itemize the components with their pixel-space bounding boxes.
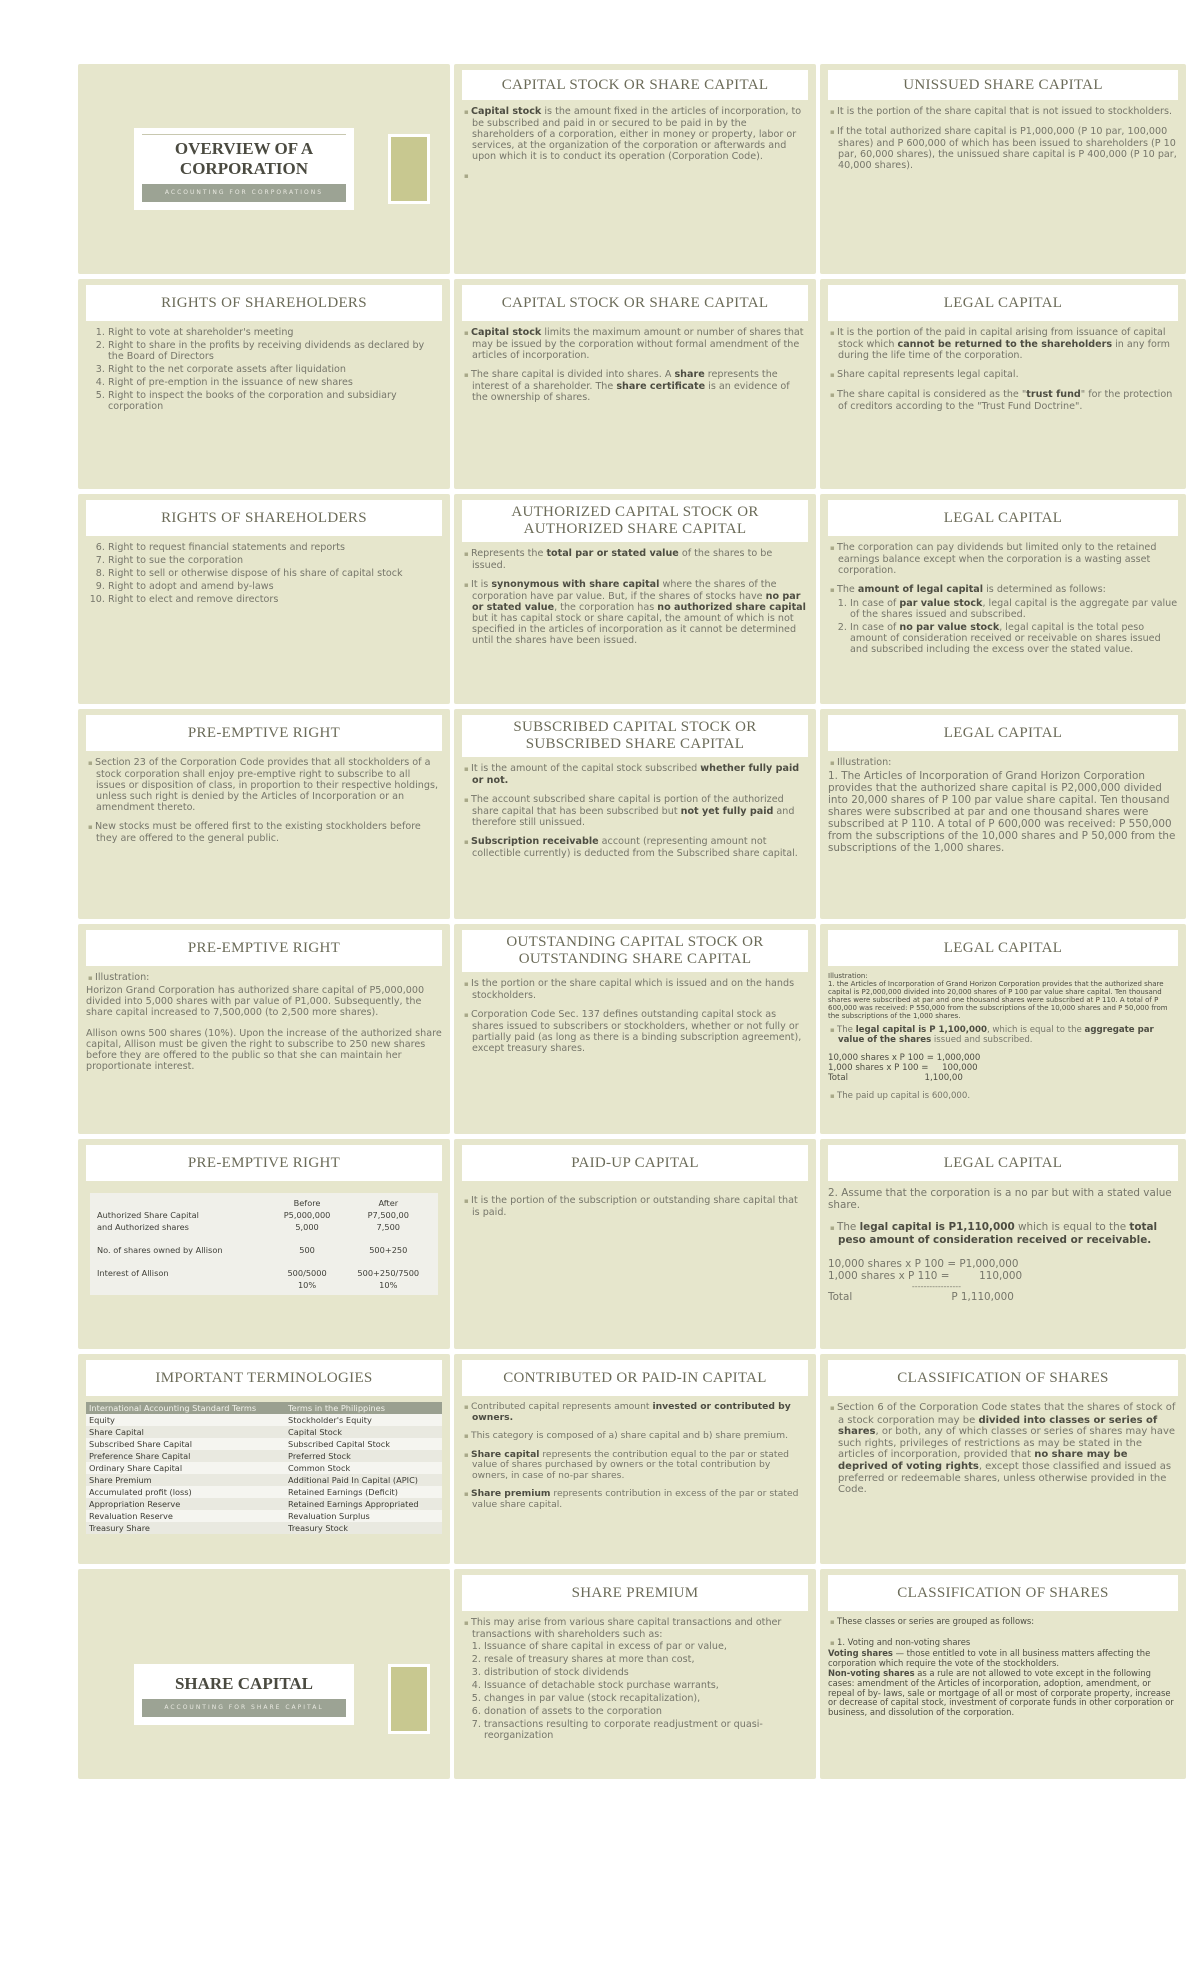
paragraph: ▪ Contributed capital represents amount invested or contributed by owners. [462,1402,808,1423]
table-cell: Subscribed Share Capital [86,1438,285,1450]
paragraph: ▪ The legal capital is P 1,100,000, which is equal to the aggregate par value of the shares issued and subscribed. [828,1025,1178,1045]
table-cell: Stockholder's Equity [285,1414,442,1426]
table-cell: Preference Share Capital [86,1450,285,1462]
table-cell: Before [293,1198,321,1208]
slide-body [462,548,808,646]
table-header-row [86,1402,442,1414]
slide-title: PAID-UP CAPITAL [462,1145,808,1181]
paragraph: ▪ It is the portion of the subscription or outstanding share capital that is paid. [462,1195,808,1218]
slide-rights-of-shareholders-2[interactable] [78,494,450,704]
slide-title: PRE-EMPTIVE RIGHT [86,715,442,751]
slide-classification-of-shares-2[interactable] [820,1569,1186,1779]
slide-body [462,1402,808,1510]
table-cell: Treasury Share [86,1522,285,1534]
table-cell: Appropriation Reserve [86,1498,285,1510]
cover-title-box [134,1664,354,1725]
table-cell: Preferred Stock [285,1450,442,1462]
slide-rights-of-shareholders-1[interactable] [78,279,450,489]
slide-title: IMPORTANT TERMINOLOGIES [86,1360,442,1396]
table-cell [94,1197,272,1209]
paragraph: ▪ Share capital represents the contribution equal to the par or stated value of shares purchased by owners or the total contribution by owners, in case of no-par shares. [462,1450,808,1482]
table-cell: 5,000 [295,1222,319,1232]
list-item: 10. Right to elect and remove directors [108,594,442,605]
slide-title: LEGAL CAPITAL [828,500,1178,536]
table-row [86,1486,442,1498]
slide-title: SHARE PREMIUM [462,1575,808,1611]
slide-capital-stock-2[interactable] [454,279,816,489]
slide-title: AUTHORIZED CAPITAL STOCK OR AUTHORIZED SHARE CAPITAL [462,500,808,542]
paragraph: ▪ The share capital is considered as the "trust fund" for the protection of creditors according to the "Trust Fund Doctrine". [828,389,1178,412]
table-row [86,1426,442,1438]
paragraph: ▪ New stocks must be offered first to the existing stockholders before they are offered to the general public. [86,821,442,844]
paragraph: Non-voting shares as a rule are not allowed to vote except in the following cases: amendment of the Articles of incorporation, adoption, amendment, or repeal of by- laws, sale or mortgage of all or most of corporate property, increase or decrease of capital stock, investment of corporate funds in other corporation or business, and dissolution of the corporation. [828,1668,1174,1717]
legal-capital-list [828,598,1178,655]
paragraph: Voting shares — those entitled to vote in all business matters affecting the corporation which require the vote of the stockholders. [828,1648,1151,1668]
paragraph: 2. Assume that the corporation is a no par but with a stated value share. [828,1187,1172,1211]
paragraph: ▪ Share premium represents contribution in excess of the par or stated value share capital. [462,1489,808,1510]
slide-outstanding-capital[interactable] [454,924,816,1134]
paragraph: ▪ Illustration: [86,972,442,984]
slide-subscribed-capital[interactable] [454,709,816,919]
paragraph: ▪ Capital stock limits the maximum amount or number of shares that may be issued by the corporation without formal amendment of the articles of incorporation. [462,327,808,361]
calc-row: 1,000 shares x P 100 = 100,000 [828,1063,978,1073]
table-cell: Ordinary Share Capital [86,1462,285,1474]
table-cell [94,1279,272,1291]
slide-paid-up-capital[interactable] [454,1139,816,1349]
table-row [94,1279,434,1291]
table-row [94,1209,434,1221]
table-cell: Additional Paid In Capital (APIC) [285,1474,442,1486]
list-item: 6. donation of assets to the corporation [484,1706,808,1717]
table-row [94,1221,434,1233]
paragraph: ▪ Subscription receivable account (representing amount not collectible currently) is deducted from the Subscribed share capital. [462,836,808,859]
list-item: 7. transactions resulting to corporate readjustment or quasi-reorganization [484,1719,808,1741]
slide-legal-capital-2[interactable] [820,494,1186,704]
table-cell: 500/5000 [287,1268,327,1278]
list-item: 6. Right to request financial statements and reports [108,542,442,553]
paragraph: ▪ The share capital is divided into shares. A share represents the interest of a shareholder. The share certificate is an evidence of the ownership of shares. [462,369,808,403]
slide-body [828,1402,1178,1496]
slide-body [828,106,1178,171]
slide-body [828,757,1178,854]
slide-body [828,1187,1178,1303]
slide-legal-capital-1[interactable] [820,279,1186,489]
table-cell: Share Capital [86,1426,285,1438]
table-cell: After [378,1198,399,1208]
cover-title: SHARE CAPITAL [174,1673,314,1693]
table-row [86,1462,442,1474]
list-item: 7. Right to sue the corporation [108,555,442,566]
calc-row: 10,000 shares x P 100 = 1,000,000 [828,1053,981,1063]
cover-subtitle: ACCOUNTING FOR SHARE CAPITAL [142,1699,346,1717]
slide-share-premium[interactable] [454,1569,816,1779]
slide-body [86,542,442,605]
list-item: 2. Right to share in the profits by receiving dividends as declared by the Board of Directors [108,340,442,362]
list-item: 1. Issuance of share capital in excess of par or value, [484,1641,808,1652]
slide-body [828,327,1178,412]
share-premium-list [462,1641,808,1741]
slide-title: PRE-EMPTIVE RIGHT [86,930,442,966]
list-item: 3. distribution of stock dividends [484,1667,808,1678]
table-cell: Authorized Share Capital [97,1210,199,1220]
list-item: 3. Right to the net corporate assets after liquidation [108,364,442,375]
table-cell: 10% [297,1280,317,1290]
table-cell: Revaluation Reserve [86,1510,285,1522]
slide-title: RIGHTS OF SHAREHOLDERS [86,500,442,536]
slide-legal-capital-3[interactable] [820,709,1186,919]
paragraph: ▪ Illustration: [828,757,1178,769]
paragraph: 1. The Articles of Incorporation of Grand Horizon Corporation provides that the authorized share capital is P2,000,000 divided into 20,000 shares of P 100 par value share capital. Ten thousand shares were subscribed at par and one thousand shares were subscribed at P 110. A total of P 600,000 was received: P 550,000 from the subscriptions of the 10,000 shares and P 50,000 from the subscriptions of the 1,000 shares. [828,770,1176,854]
calc-row: 10,000 shares x P 100 = P1,000,000 [828,1258,1019,1270]
cover-subtitle: ACCOUNTING FOR CORPORATIONS [142,184,346,202]
empty-bullet [462,170,808,182]
slide-title: SUBSCRIBED CAPITAL STOCK OR SUBSCRIBED SHARE CAPITAL [462,715,808,757]
table-row [94,1233,434,1256]
paragraph: ▪ The legal capital is P1,110,000 which is equal to the total peso amount of consideration received or receivable. [828,1221,1178,1246]
small-text: Illustration: [828,972,868,980]
table-cell: Revaluation Surplus [285,1510,442,1522]
list-item: 5. changes in par value (stock recapitalization), [484,1693,808,1704]
list-item: 2. In case of no par value stock, legal capital is the total peso amount of consideration received or receivable on shares issued and subscribed including the excess over the stated value. [850,622,1178,655]
paragraph: ▪ Capital stock is the amount fixed in the articles of incorporation, to be subscribed and paid in or secured to be paid in by the shareholders of a corporation, either in money or property, labor or services, at the organization of the corporation or afterwards and upon which it is to conduct its operation (Corporation Code). [462,106,808,162]
slide-important-terminologies[interactable] [78,1354,450,1564]
table-cell: and Authorized shares [97,1222,189,1232]
allison-table [90,1193,438,1295]
calc-total: Total 1,100,00 [828,1073,963,1083]
slide-title: OUTSTANDING CAPITAL STOCK OR OUTSTANDING SHARE CAPITAL [462,930,808,972]
table-cell: Treasury Stock [285,1522,442,1534]
slide-title: LEGAL CAPITAL [828,1145,1178,1181]
cover-decoration [388,1664,430,1734]
list-item: 4. Right of pre-emption in the issuance of new shares [108,377,442,388]
table-row [86,1510,442,1522]
paragraph: ▪ It is the portion of the share capital that is not issued to stockholders. [828,106,1178,118]
slide-body [462,978,808,1054]
slide-title: LEGAL CAPITAL [828,930,1178,966]
paragraph: ▪ Represents the total par or stated value of the shares to be issued. [462,548,808,571]
slide-pre-emptive-right-2[interactable] [78,924,450,1134]
table-row [94,1256,434,1279]
slide-body [86,972,442,1072]
slide-title: PRE-EMPTIVE RIGHT [86,1145,442,1181]
table-cell: P5,000,000 [283,1210,331,1220]
slide-body [462,763,808,859]
small-text: 1. the Articles of Incorporation of Grand Horizon Corporation provides that the authorized share capital is P2,000,000 divided into 20,000 shares of P 100 par value share capital. Ten thousand shares were subscribed at par and one thousand shares were subscribed at P 110. A total of P 600,000 was received: P 550,000 from the subscriptions of the 10,000 shares and P 50,000 from the subscriptions of the 1,000 shares. [828,980,1168,1020]
cover-title: OVERVIEW OF A CORPORATION [142,134,346,179]
calc-divider: ----------------- [828,1282,961,1291]
table-cell: Interest of Allison [97,1268,169,1278]
paragraph: ▪ The corporation can pay dividends but limited only to the retained earnings balance except when the corporation is a wasting asset corporation. [828,542,1178,576]
paragraph: ▪ Is the portion or the share capital which is issued and on the hands stockholders. [462,978,808,1001]
slide-title: CLASSIFICATION OF SHARES [828,1360,1178,1396]
list-item: 2. resale of treasury shares at more than cost, [484,1654,808,1665]
slide-title: CAPITAL STOCK OR SHARE CAPITAL [462,70,808,100]
slide-pre-emptive-right-1[interactable] [78,709,450,919]
list-item: 4. Issuance of detachable stock purchase warrants, [484,1680,808,1691]
table-cell: 10% [379,1280,398,1290]
paragraph: ▪ The amount of legal capital is determined as follows: [828,584,1178,596]
table-cell: Retained Earnings Appropriated [285,1498,442,1510]
list-item: 1. Right to vote at shareholder's meeting [108,327,442,338]
paragraph: Allison owns 500 shares (10%). Upon the increase of the authorized share capital, Allison must be given the right to subscribe to 250 new shares before they are offered to the public so that she can maintain her proportionate interest. [86,1028,442,1072]
slide-title: CLASSIFICATION OF SHARES [828,1575,1178,1611]
slide-body [828,1617,1178,1717]
list-item: 5. Right to inspect the books of the corporation and subsidiary corporation [108,390,442,412]
slide-authorized-capital[interactable] [454,494,816,704]
slide-body [462,106,808,182]
cover-title-box [134,128,354,210]
table-cell: No. of shares owned by Allison [97,1245,223,1255]
allison-table-grid [94,1197,434,1291]
table-cell: Subscribed Capital Stock [285,1438,442,1450]
slide-title: RIGHTS OF SHAREHOLDERS [86,285,442,321]
slide-legal-capital-5[interactable] [820,1139,1186,1349]
paragraph: ▪ Section 23 of the Corporation Code provides that all stockholders of a stock corporation shall enjoy pre-emptive right to subscribe to all issues or disposition of class, in proportion to their respective holdings, unless such right is denied by the Articles of Incorporation or an amendment thereto. [86,757,442,813]
slide-body [462,1195,808,1218]
rights-list [86,327,442,412]
table-cell: P7,500,00 [367,1210,409,1220]
paragraph: ▪ These classes or series are grouped as follows: [828,1617,1178,1628]
list-item: 1. In case of par value stock, legal capital is the aggregate par value of the shares issued and subscribed. [850,598,1178,620]
table-header: Terms in the Philippines [285,1402,442,1414]
slide-share-capital-cover[interactable] [78,1569,450,1779]
list-item: 8. Right to sell or otherwise dispose of his share of capital stock [108,568,442,579]
table-cell: Retained Earnings (Deficit) [285,1486,442,1498]
table-cell: Share Premium [86,1474,285,1486]
paragraph: ▪ If the total authorized share capital is P1,000,000 (P 10 par, 100,000 shares) and P 600,000 of which has been issued to shareholders (P 10 par, 60,000 shares), the unissued share capital is P 400,000 (P 10 par, 40,000 shares). [828,126,1178,171]
terminology-table [86,1402,442,1534]
paragraph: ▪ Corporation Code Sec. 137 defines outstanding capital stock as shares issued to subscribers or stockholders, whether or not fully or partially paid (as long as there is a binding subscription agreement), except treasury shares. [462,1009,808,1054]
table-row [86,1474,442,1486]
paragraph: ▪ This category is composed of a) share capital and b) share premium. [462,1431,808,1442]
paragraph: ▪ Section 6 of the Corporation Code states that the shares of stock of a stock corporation may be divided into classes or series of shares, or both, any of which classes or series of shares may have such rights, privileges of restrictions as may be stated in the articles of incorporation, provided that no share may be deprived of voting rights, except those classified and issued as preferred or redeemable shares, unless otherwise provided in the Code. [828,1402,1178,1496]
slide-title: CONTRIBUTED OR PAID-IN CAPITAL [462,1360,808,1396]
table-header-row [94,1197,434,1209]
slide-body [828,972,1178,1102]
slide-title: LEGAL CAPITAL [828,715,1178,751]
slide-title: UNISSUED SHARE CAPITAL [828,70,1178,100]
table-cell: 500+250 [369,1245,408,1255]
slide-unissued-share-capital[interactable] [820,64,1186,274]
table-cell: 500+250/7500 [357,1268,420,1278]
slide-body [462,1617,808,1741]
paragraph: ▪ The account subscribed share capital is portion of the authorized share capital that has been subscribed but not yet fully paid and therefore still unissued. [462,794,808,828]
slide-title: LEGAL CAPITAL [828,285,1178,321]
table-row [86,1414,442,1426]
table-header: International Accounting Standard Terms [86,1402,285,1414]
list-item: 9. Right to adopt and amend by-laws [108,581,442,592]
table-cell: Common Stock [285,1462,442,1474]
paragraph: ▪ It is the amount of the capital stock subscribed whether fully paid or not. [462,763,808,786]
calc-total: Total P 1,110,000 [828,1291,1014,1303]
table-cell: 500 [299,1245,315,1255]
slide-title: CAPITAL STOCK OR SHARE CAPITAL [462,285,808,321]
cover-decoration [388,134,430,204]
paragraph: Horizon Grand Corporation has authorized share capital of P5,000,000 divided into 5,000 shares with par value of P1,000. Subsequently, the share capital increased to 7,500,000 (to 2,500 more shares). [86,985,425,1018]
rights-list [86,542,442,605]
slide-contributed-capital[interactable] [454,1354,816,1564]
table-cell: 7,500 [376,1222,400,1232]
paragraph: ▪ This may arise from various share capital transactions and other transactions with shareholders such as: [462,1617,808,1640]
slide-capital-stock-1[interactable] [454,64,816,274]
slide-legal-capital-4[interactable] [820,924,1186,1134]
paragraph: ▪ It is synonymous with share capital where the shares of the corporation have par value. But, if the shares of stocks have no par or stated value, the corporation has no authorized share capital but it has capital stock or share capital, the amount of which is not specified in the articles of incorporation as it cannot be determined until the shares have been issued. [462,579,808,646]
slide-body [462,327,808,403]
slide-grid [78,64,1186,1779]
slide-body [86,757,442,844]
table-row [86,1450,442,1462]
table-cell: Equity [86,1414,285,1426]
paragraph: ▪ 1. Voting and non-voting shares [828,1638,1178,1649]
calc-row: 1,000 shares x P 110 = 110,000 [828,1270,1023,1282]
paragraph: ▪ It is the portion of the paid in capital arising from issuance of capital stock which cannot be returned to the shareholders in any form during the life time of the corporation. [828,327,1178,361]
table-row [86,1522,442,1534]
slide-pre-emptive-right-3[interactable] [78,1139,450,1349]
slide-classification-of-shares-1[interactable] [820,1354,1186,1564]
table-cell: Capital Stock [285,1426,442,1438]
paragraph: ▪ The paid up capital is 600,000. [828,1091,1178,1102]
table-row [86,1438,442,1450]
slide-body [86,327,442,412]
slide-body [828,542,1178,655]
slide-overview-cover[interactable] [78,64,450,274]
paragraph: ▪ Share capital represents legal capital. [828,369,1178,381]
table-row [86,1498,442,1510]
table-cell: Accumulated profit (loss) [86,1486,285,1498]
